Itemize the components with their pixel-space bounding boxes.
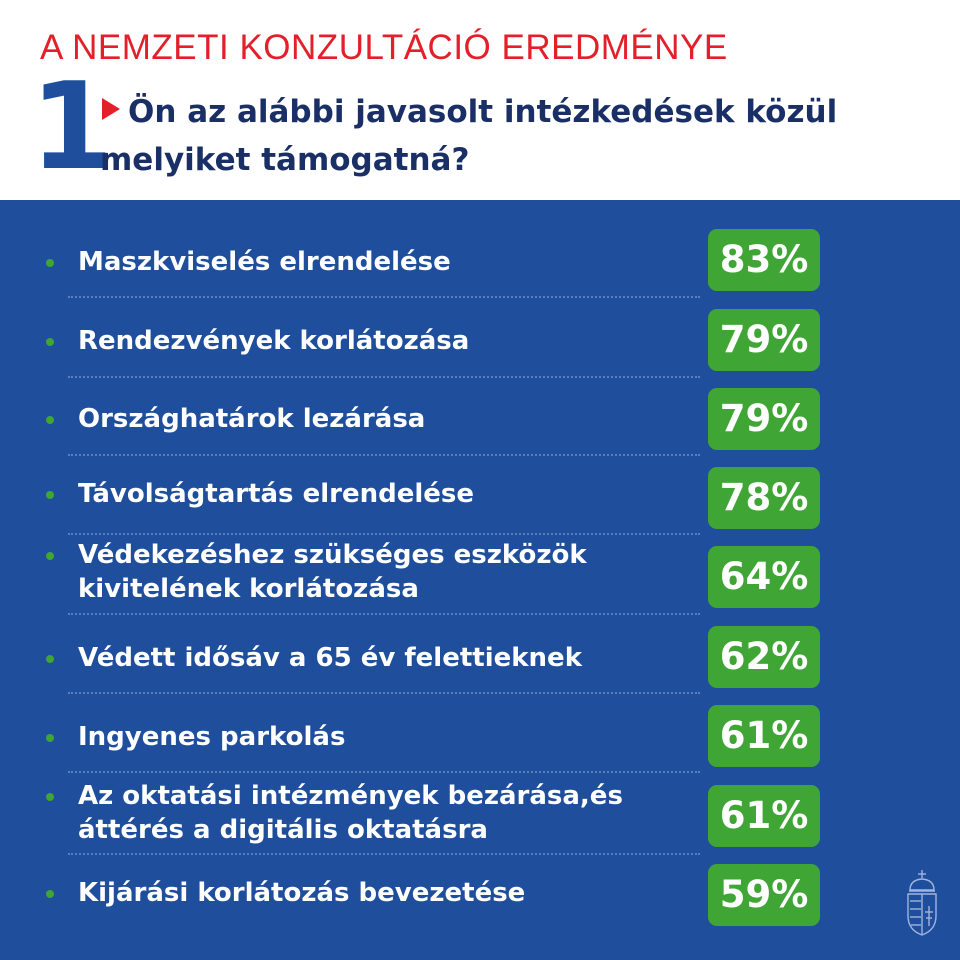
percentage-badge: 61%: [708, 785, 820, 847]
percentage-badge: 79%: [708, 388, 820, 450]
bullet-dot-icon: [46, 259, 54, 267]
bullet-dot-icon: [46, 338, 54, 346]
bullet-dot-icon: [46, 416, 54, 424]
percentage-badge: 64%: [708, 546, 820, 608]
percentage-badge: 62%: [708, 626, 820, 688]
bullet-dot-icon: [46, 890, 54, 898]
percentage-badge: 79%: [708, 309, 820, 371]
bullet-dot-icon: [46, 655, 54, 663]
percentage-badge: 83%: [708, 229, 820, 291]
bullet-dot-icon: [46, 734, 54, 742]
page-super-title: A NEMZETI KONZULTÁCIÓ EREDMÉNYE: [40, 28, 728, 67]
result-label: Az oktatási intézmények bezárása,és áttérés a digitális oktatásra: [78, 781, 623, 845]
result-label: Védekezéshez szükséges eszközök kivitelének korlátozása: [78, 540, 587, 604]
percentage-badge: 61%: [708, 705, 820, 767]
result-label: Ingyenes parkolás: [78, 722, 346, 752]
result-label: Országhatárok lezárása: [78, 404, 426, 434]
divider: [68, 613, 700, 615]
bullet-dot-icon: [46, 552, 54, 560]
divider: [68, 853, 700, 855]
percentage-badge: 78%: [708, 467, 820, 529]
result-label: Maszkviselés elrendelése: [78, 247, 451, 277]
divider: [68, 692, 700, 694]
bullet-dot-icon: [46, 491, 54, 499]
result-label: Kijárási korlátozás bevezetése: [78, 878, 526, 908]
result-label: Védett idősáv a 65 év felettieknek: [78, 643, 582, 673]
divider: [68, 533, 700, 535]
divider: [68, 376, 700, 378]
question-number: 1: [30, 58, 114, 197]
percentage-badge: 59%: [708, 864, 820, 926]
divider: [68, 454, 700, 456]
coat-of-arms-icon: [902, 868, 942, 938]
bullet-dot-icon: [46, 793, 54, 801]
divider: [68, 296, 700, 298]
header: [0, 0, 960, 200]
result-label: Távolságtartás elrendelése: [78, 479, 474, 509]
question-title: Ön az alábbi javasolt intézkedések közül melyiket támogatná?: [100, 94, 838, 178]
result-label: Rendezvények korlátozása: [78, 326, 470, 356]
divider: [68, 771, 700, 773]
